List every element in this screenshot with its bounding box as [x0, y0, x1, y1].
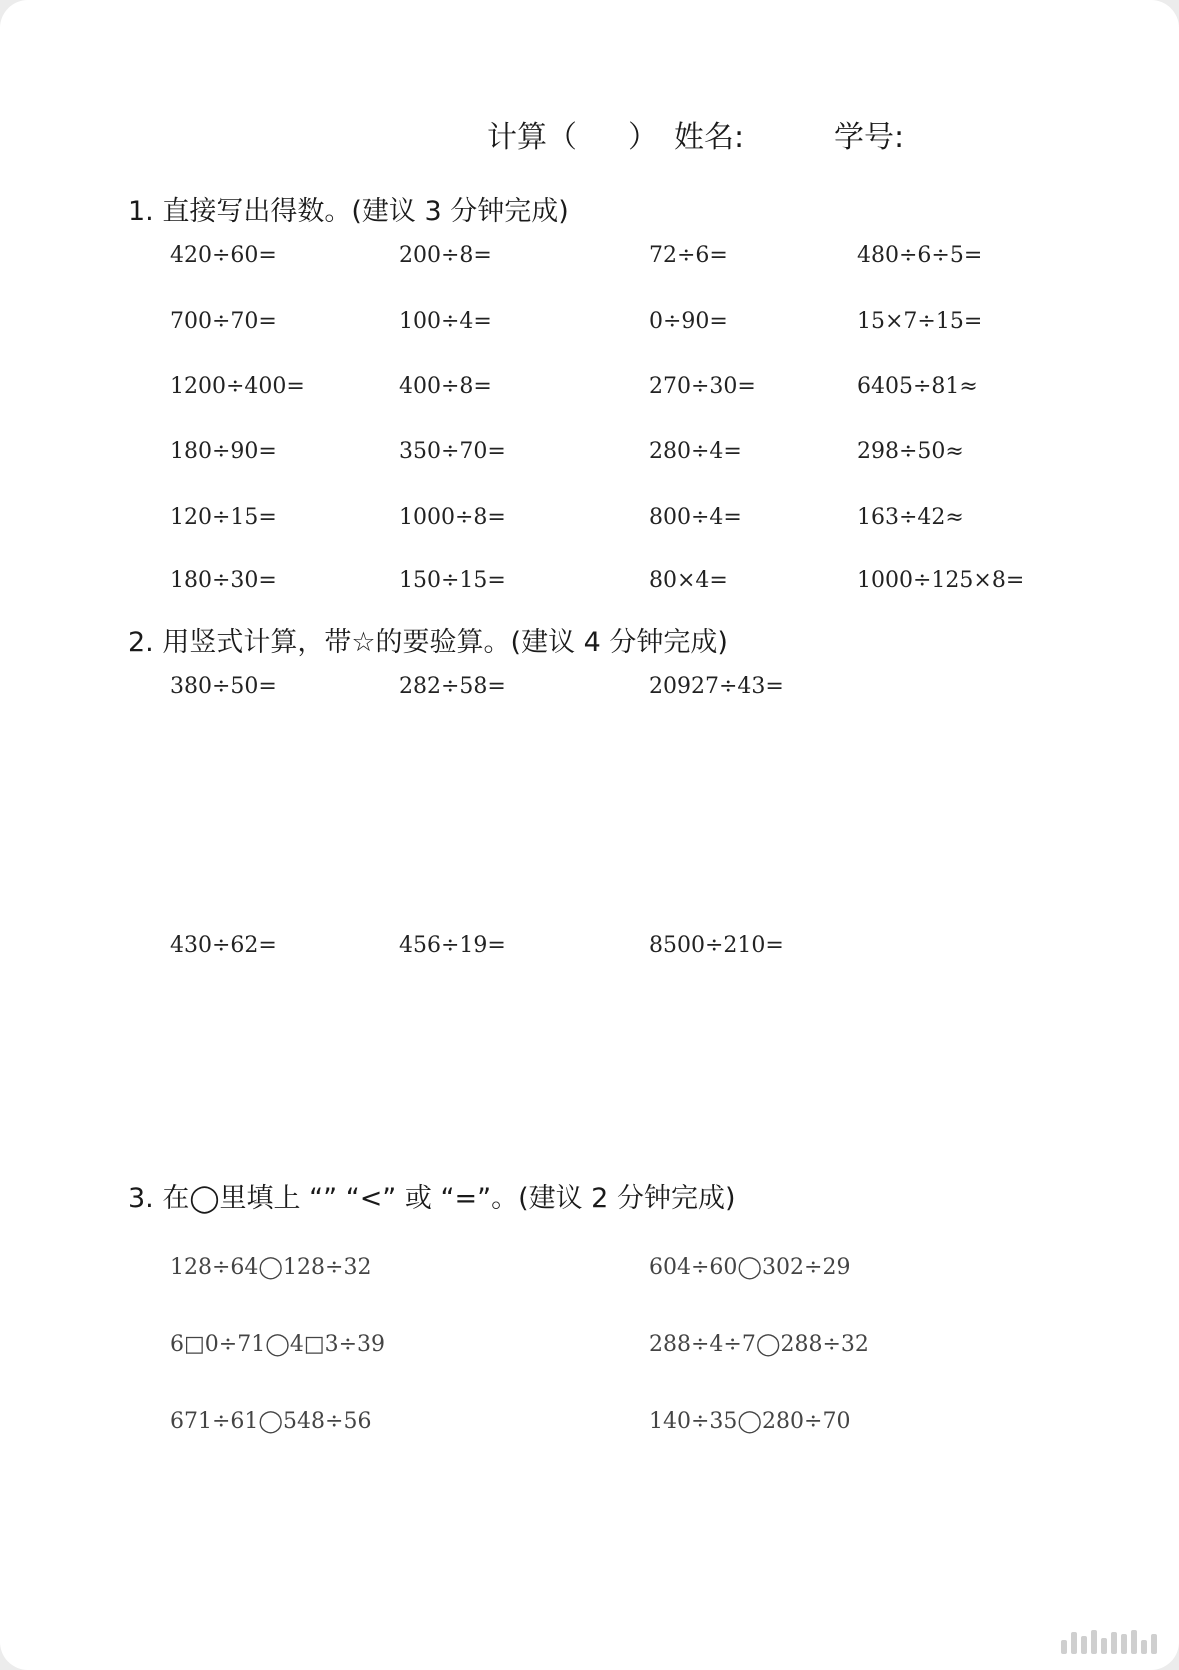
comparison-problem: 140÷35◯280÷70	[649, 1409, 851, 1434]
problem: 100÷4=	[399, 309, 492, 334]
problem: 72÷6=	[649, 243, 728, 268]
problem: 800÷4=	[649, 505, 742, 530]
problem: 15×7÷15=	[857, 309, 983, 334]
problem: 700÷70=	[170, 309, 277, 334]
problem: 280÷4=	[649, 439, 742, 464]
section-1-title: 1. 直接写出得数。(建议 3 分钟完成)	[128, 196, 569, 227]
name-label: 姓名:	[674, 120, 745, 155]
section-3-title: 3. 在◯里填上 “” “<” 或 “=”。(建议 2 分钟完成)	[128, 1183, 736, 1214]
problem: 270÷30=	[649, 374, 756, 399]
problem: 420÷60=	[170, 243, 277, 268]
problem: 430÷62=	[170, 933, 277, 958]
problem: 120÷15=	[170, 505, 277, 530]
problem: 163÷42≈	[857, 505, 964, 530]
problem: 400÷8=	[399, 374, 492, 399]
comparison-problem: 671÷61◯548÷56	[170, 1409, 372, 1434]
problem: 6405÷81≈	[857, 374, 978, 399]
problem: 380÷50=	[170, 674, 277, 699]
problem: 0÷90=	[649, 309, 728, 334]
problem: 180÷30=	[170, 568, 277, 593]
problem: 150÷15=	[399, 568, 506, 593]
problem: 350÷70=	[399, 439, 506, 464]
problem: 456÷19=	[399, 933, 506, 958]
header-title-close: ）	[628, 120, 658, 155]
problem: 8500÷210=	[649, 933, 784, 958]
comparison-problem: 288÷4÷7◯288÷32	[649, 1332, 869, 1357]
problem: 1200÷400=	[170, 374, 305, 399]
comparison-problem: 128÷64◯128÷32	[170, 1255, 372, 1280]
problem: 298÷50≈	[857, 439, 964, 464]
problem: 480÷6÷5=	[857, 243, 983, 268]
watermark-icon	[1061, 1630, 1157, 1654]
student-id-label: 学号:	[834, 120, 905, 155]
header-title: 计算（	[487, 120, 577, 155]
comparison-problem: 604÷60◯302÷29	[649, 1255, 851, 1280]
problem: 180÷90=	[170, 439, 277, 464]
problem: 200÷8=	[399, 243, 492, 268]
section-2-title: 2. 用竖式计算，带☆的要验算。(建议 4 分钟完成)	[128, 627, 728, 658]
problem: 282÷58=	[399, 674, 506, 699]
problem: 1000÷8=	[399, 505, 506, 530]
problem: 1000÷125×8=	[857, 568, 1025, 593]
problem: 80×4=	[649, 568, 728, 593]
comparison-problem: 6□0÷71◯4□3÷39	[170, 1332, 386, 1357]
problem: 20927÷43=	[649, 674, 784, 699]
